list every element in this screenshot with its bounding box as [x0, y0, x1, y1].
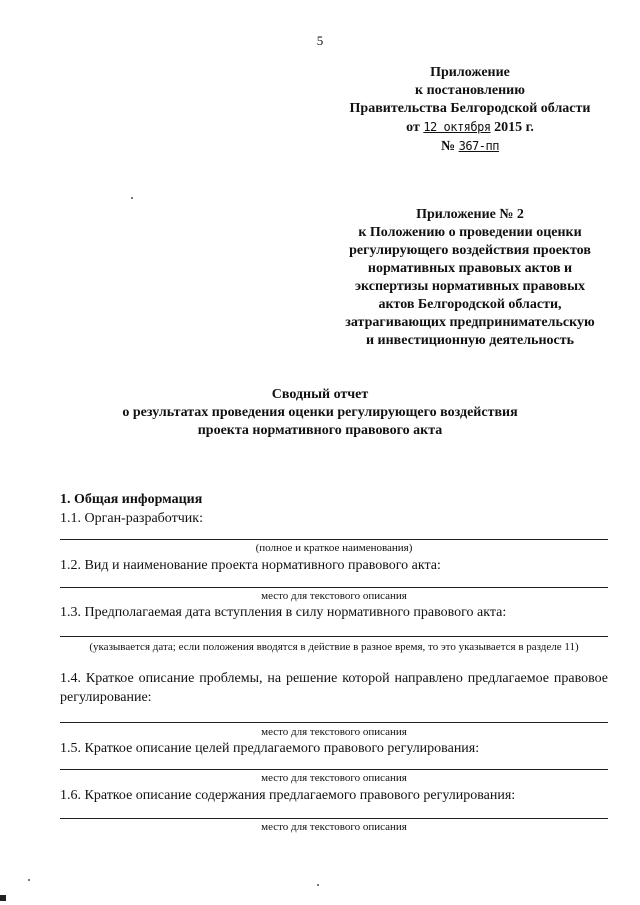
- date-year: 2015 г.: [494, 120, 534, 135]
- fill-line-1-6[interactable]: [60, 818, 608, 819]
- appendix-date-line: [300, 118, 640, 137]
- appendix-header: [300, 64, 640, 156]
- item-1-1-label: 1.1. Орган-разработчик:: [60, 511, 203, 526]
- appendix-header-line1: Приложение: [430, 65, 510, 80]
- date-prefix: от: [406, 120, 420, 135]
- item-1-5-label: 1.5. Краткое описание целей предлагаемого правового регулирования:: [60, 741, 480, 756]
- fill-line-1-5[interactable]: [60, 769, 608, 770]
- scan-speck: [28, 879, 30, 881]
- appendix2-line: актов Белгородской области,: [378, 297, 562, 312]
- scan-speck: [131, 197, 133, 199]
- appendix2-line: экспертизы нормативных правовых: [354, 279, 586, 294]
- number-prefix: №: [441, 139, 456, 154]
- appendix-header-line3: Правительства Белгородской области: [349, 101, 591, 116]
- item-1-3-note: (указывается дата; если положения вводятся в действие в разное время, то это указывается в разделе 11): [89, 641, 579, 653]
- fill-line-1-3[interactable]: [60, 636, 608, 637]
- report-title-line2: о результатах проведения оценки регулирующего воздействия: [122, 405, 518, 420]
- handwritten-date: 12 октября: [423, 120, 491, 134]
- item-1-1-note: (полное и краткое наименования): [255, 542, 413, 554]
- fill-line-1-1[interactable]: [60, 539, 608, 540]
- appendix2-line: и инвестиционную деятельность: [365, 333, 575, 348]
- page-number: 5: [316, 33, 324, 48]
- item-1-5-note: место для текстового описания: [261, 772, 407, 784]
- item-1-6-note: место для текстового описания: [261, 821, 407, 833]
- fill-line-1-4[interactable]: [60, 722, 608, 723]
- handwritten-number: 367-пп: [458, 139, 499, 153]
- item-1-4-note: место для текстового описания: [261, 726, 407, 738]
- item-1-2-note: место для текстового описания: [261, 590, 407, 602]
- item-1-6-label: 1.6. Краткое описание содержания предлагаемого правового регулирования:: [60, 788, 516, 803]
- appendix2-line: нормативных правовых актов и: [367, 261, 573, 276]
- item-1-3-label: 1.3. Предполагаемая дата вступления в силу нормативного правового акта:: [60, 605, 507, 620]
- appendix-number-line: [300, 137, 640, 156]
- appendix2-title: Приложение № 2: [416, 207, 524, 222]
- item-1-2-label: 1.2. Вид и наименование проекта нормативного правового акта:: [60, 558, 441, 573]
- scan-corner-mark: [0, 895, 6, 901]
- section-heading: 1. Общая информация: [60, 492, 203, 507]
- report-title-line3: проекта нормативного правового акта: [197, 423, 443, 438]
- fill-line-1-2[interactable]: [60, 587, 608, 588]
- appendix2-line: к Положению о проведении оценки: [358, 225, 582, 240]
- appendix2-line: затрагивающих предпринимательскую: [345, 315, 595, 330]
- scan-speck: [317, 884, 319, 886]
- appendix-header-line2: к постановлению: [415, 83, 525, 98]
- report-title-line1: Сводный отчет: [271, 387, 369, 402]
- item-1-4-label: 1.4. Краткое описание проблемы, на решение которой направлено предлагаемое правовое регулирование:: [60, 671, 608, 705]
- report-title: [0, 386, 640, 440]
- appendix2-block: [300, 206, 640, 350]
- appendix2-line: регулирующего воздействия проектов: [349, 243, 591, 258]
